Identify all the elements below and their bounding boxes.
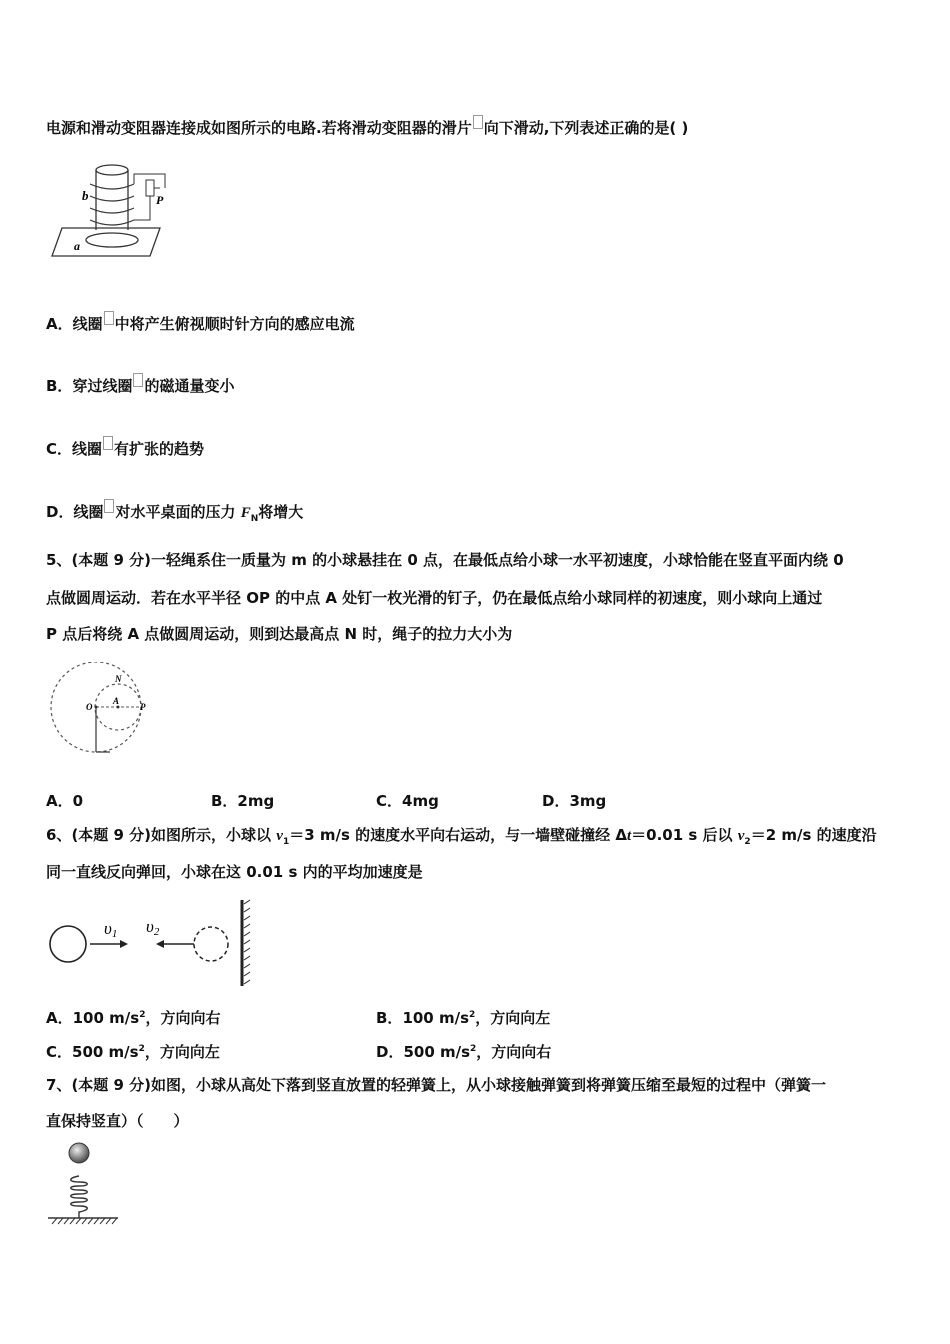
missing-glyph-icon [473,115,483,129]
q4-option-a: A．线圈 中将产生俯视顺时针方向的感应电流 [46,311,355,335]
q5-option-c: C．4mg [376,792,439,810]
label-a: a [74,239,80,253]
label-b: b [82,188,89,203]
q5-option-a: A．0 [46,792,84,810]
q6-option-a: A．100 $m/s^2$，方向向右 [46,1009,221,1027]
q4-option-c: C．线圈 有扩张的趋势 [46,436,204,460]
missing-glyph-icon [104,499,114,513]
q6-line2: 同一直线反向弹回，小球在这 0.01 s 内的平均加速度是 [46,863,423,881]
q6-figure [48,898,258,990]
q7-line1: 7、(本题 9 分)如图，小球从高处下落到竖直放置的轻弹簧上，从小球接触弹簧到将弹簧压缩至最短的过程中（弹簧一 [46,1076,827,1094]
q5-option-d: D．3mg [542,792,607,810]
label-a: A [113,696,120,706]
label-p: P [156,193,164,207]
q4-stem: 电源和滑动变阻器连接成如图所示的电路.若将滑动变阻器的滑片 向下滑动,下列表述正确的是( ) [46,115,688,139]
q6-line1: 6、(本题 9 分)如图所示，小球以 $v_1=3$ m/s 的速度水平向右运动，与一墙壁碰撞经 Δt＝0.01 s 后以 $v_2=2$ m/s 的速度沿 [46,826,877,847]
missing-glyph-icon [104,311,114,325]
label-v1: υ1 [104,919,118,940]
q4-figure [50,160,175,260]
q7-figure [46,1140,126,1228]
missing-glyph-icon [103,436,113,450]
q6-option-d: D．500 $m/s^2$，方向向右 [376,1043,552,1061]
label-v2: υ2 [146,917,160,938]
q6-option-c: C．500 $m/s^2$，方向向左 [46,1043,220,1061]
label-p: P [140,702,146,712]
missing-glyph-icon [133,373,143,387]
q5-figure [48,662,158,762]
label-n: N [115,674,122,684]
q5-option-b: B．2mg [211,792,275,810]
q4-option-d: D．线圈 对水平桌面的压力 $F_N$将增大 [46,499,303,530]
label-o: O [86,702,93,712]
q7-line2: 直保持竖直）（ ） [46,1112,189,1130]
q5-line3: P 点后将绕 A 点做圆周运动，则到达最高点 N 时，绳子的拉力大小为 [46,625,513,643]
q6-option-b: B．100 $m/s^2$，方向向左 [376,1009,551,1027]
q5-line2: 点做圆周运动．若在水平半径 OP 的中点 A 处钉一枚光滑的钉子，仍在最低点给小球同样的初速度，则小球向上通过 [46,589,823,607]
q5-line1: 5、(本题 9 分)一轻绳系住一质量为 m 的小球悬挂在 0 点，在最低点给小球一水平初速度，小球恰能在竖直平面内绕 0 [46,551,844,569]
q4-option-b: B．穿过线圈 的磁通量变小 [46,373,234,397]
